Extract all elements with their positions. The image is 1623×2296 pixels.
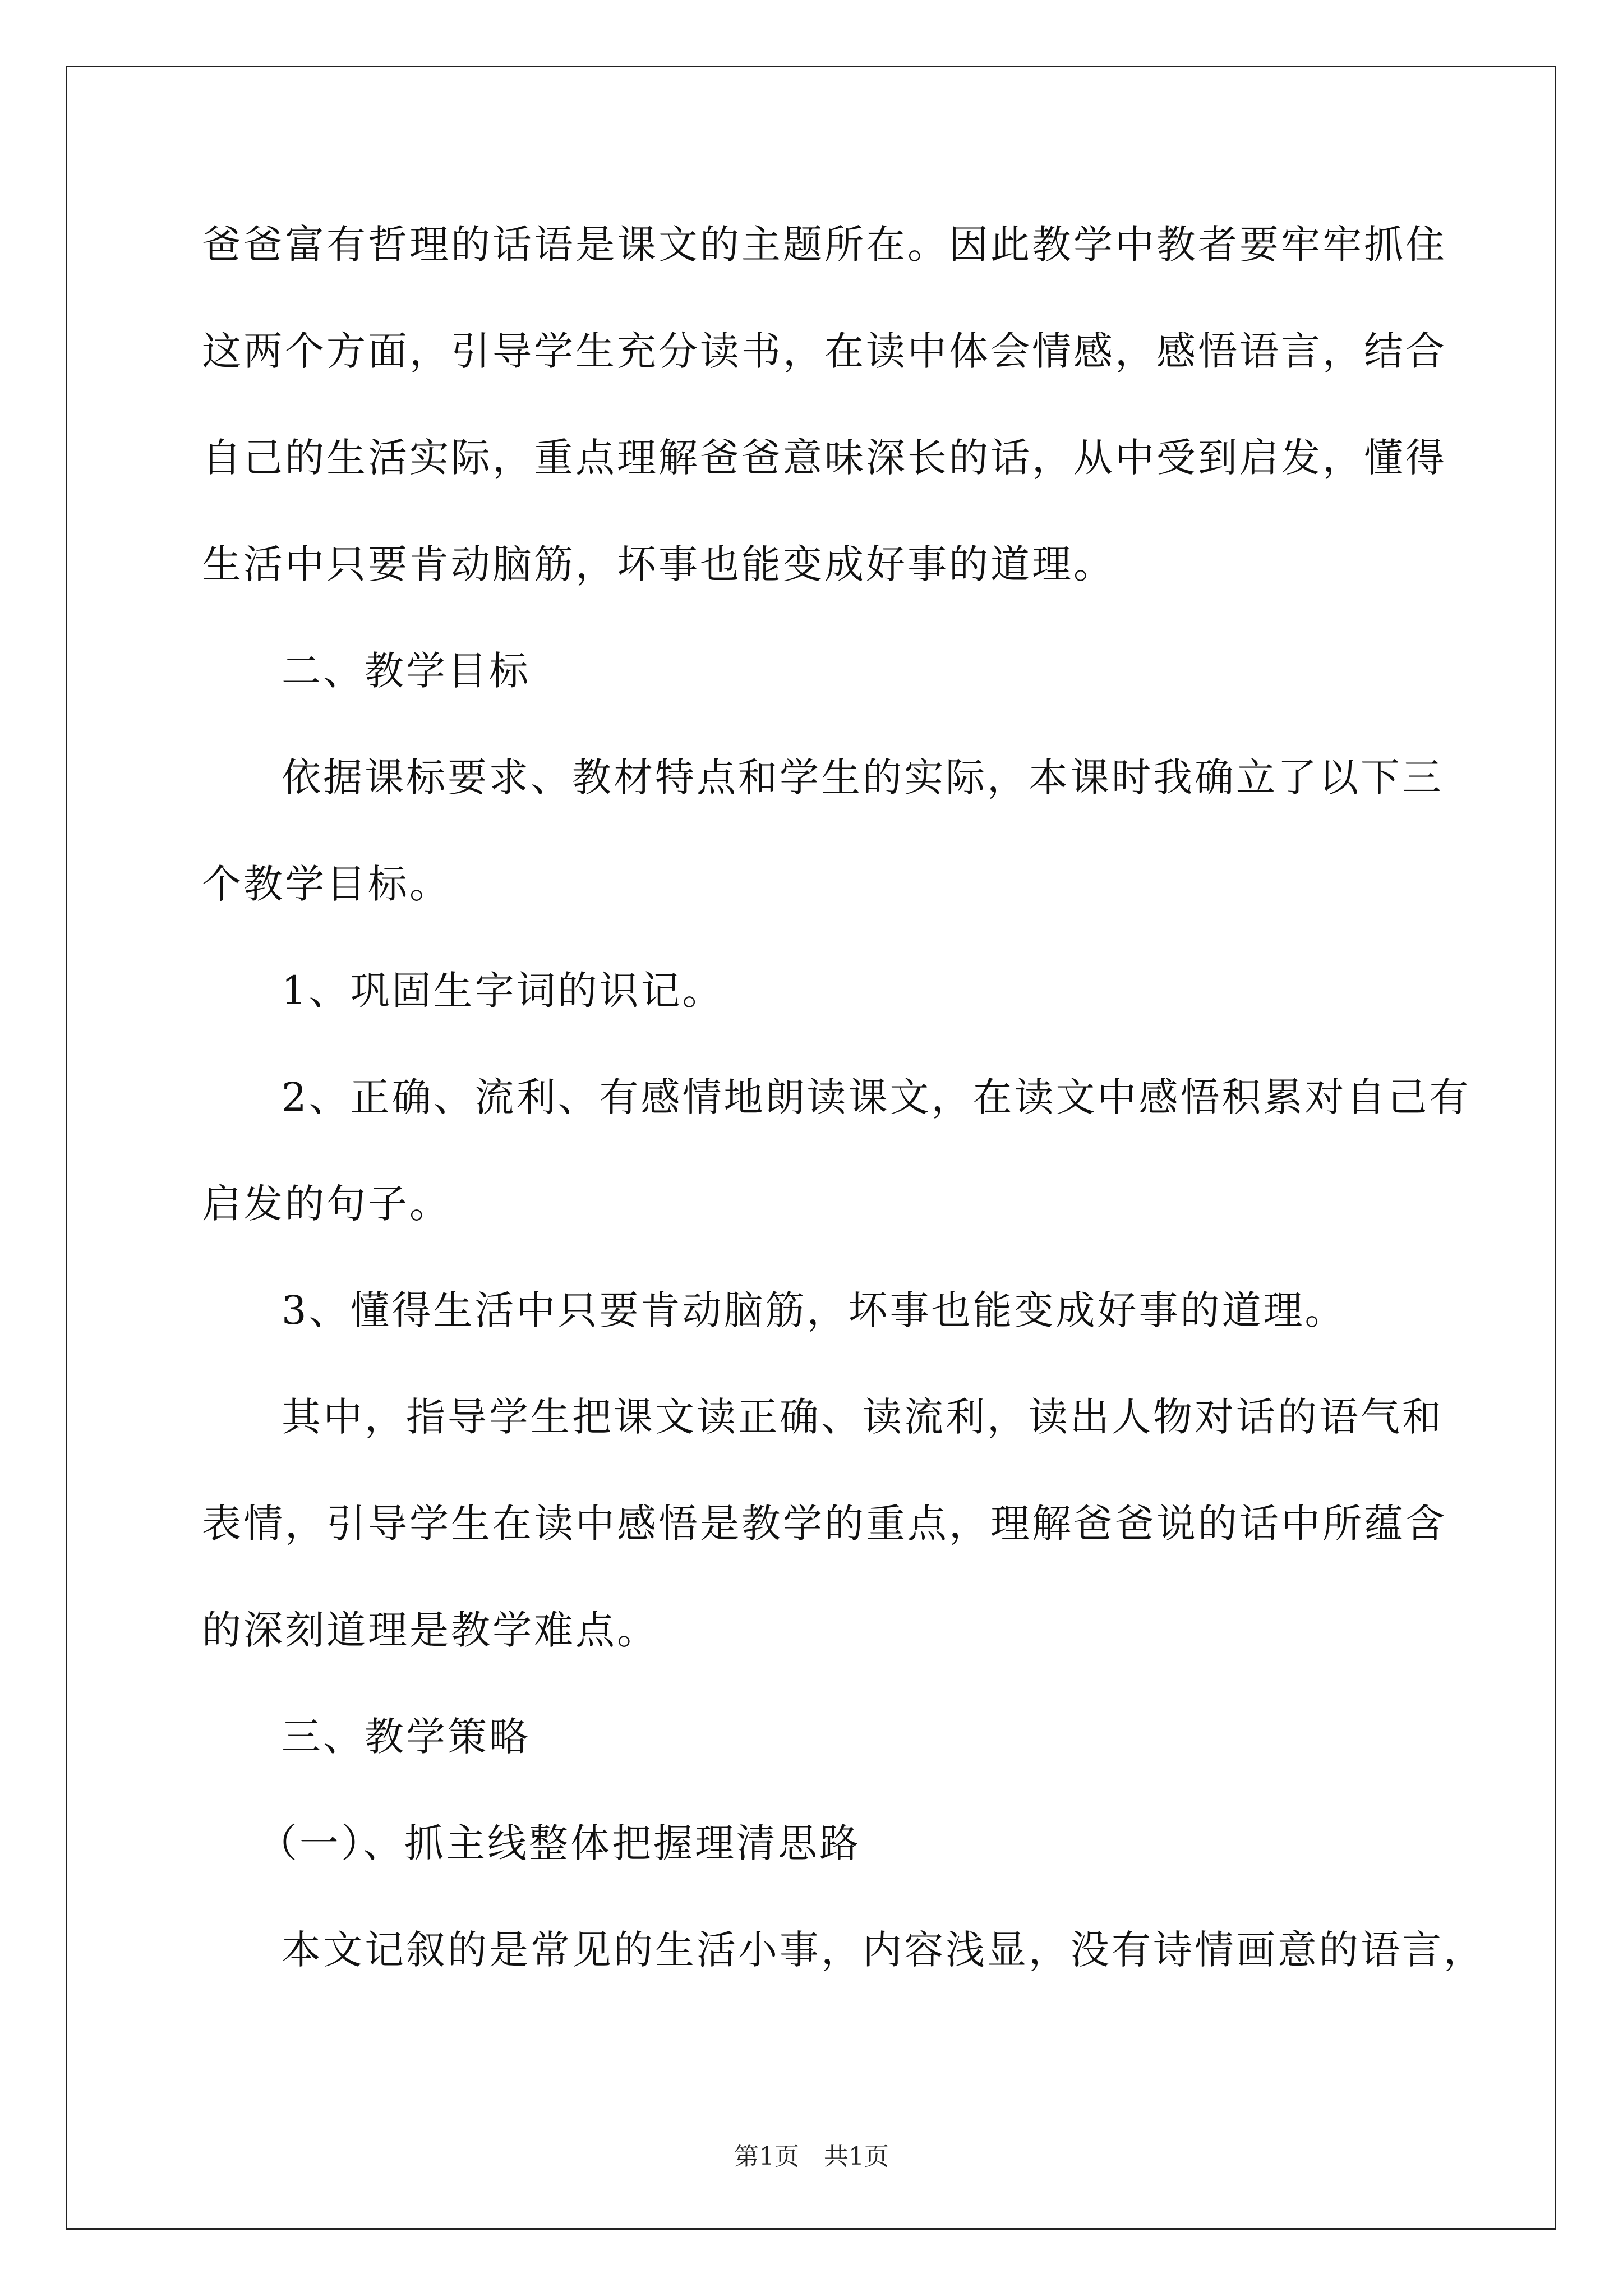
section-heading: 三、教学策略 (282, 1714, 531, 1760)
paragraph-line: 生活中只要肯动脑筋，坏事也能变成好事的道理。 (202, 541, 1115, 587)
section-heading: 二、教学目标 (282, 648, 531, 694)
page-number-footer: 第1页 共1页 (734, 2142, 889, 2171)
page-border (66, 66, 1556, 2230)
paragraph-line: 的深刻道理是教学难点。 (202, 1607, 658, 1653)
paragraph-line: 自己的生活实际，重点理解爸爸意味深长的话，从中受到启发，懂得 (202, 435, 1447, 481)
paragraph-line: 个教学目标。 (202, 861, 451, 907)
list-item-continuation: 启发的句子。 (202, 1181, 451, 1227)
list-item: 2、正确、流利、有感情地朗读课文，在读文中感悟积累对自己有 (282, 1074, 1471, 1120)
list-item: 1、巩固生字词的识记。 (282, 968, 724, 1014)
list-item: 3、懂得生活中只要肯动脑筋，坏事也能变成好事的道理。 (282, 1287, 1347, 1333)
subsection-heading: （一）、抓主线整体把握理清思路 (258, 1820, 861, 1866)
paragraph-line: 表情，引导学生在读中感悟是教学的重点，理解爸爸说的话中所蕴含 (202, 1501, 1447, 1547)
paragraph-line: 这两个方面，引导学生充分读书，在读中体会情感，感悟语言，结合 (202, 328, 1447, 374)
paragraph-line: 本文记叙的是常见的生活小事，内容浅显，没有诗情画意的语言， (282, 1927, 1485, 1973)
paragraph-line: 依据课标要求、教材特点和学生的实际，本课时我确立了以下三 (282, 754, 1444, 800)
paragraph-line: 爸爸富有哲理的话语是课文的主题所在。因此教学中教者要牢牢抓住 (202, 222, 1447, 268)
paragraph-line: 其中，指导学生把课文读正确、读流利，读出人物对话的语气和 (282, 1394, 1444, 1440)
